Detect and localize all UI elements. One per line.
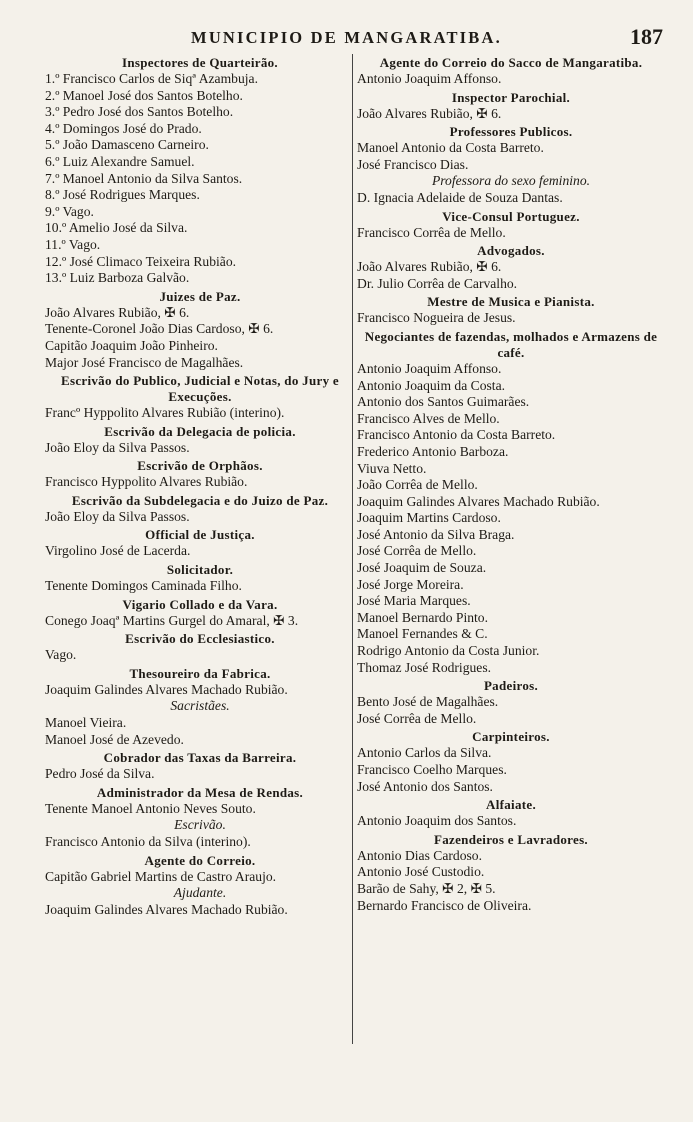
entry-line: Manoel Vieira. <box>45 715 127 731</box>
entry-line: Vago. <box>45 647 77 663</box>
section-heading: Escrivão da Subdelegacia e do Juizo de Paz. <box>71 492 329 508</box>
entry-line: 4.º Domingos José do Prado. <box>45 120 202 136</box>
entry-line: Francisco Antonio da Costa Barreto. <box>357 427 556 443</box>
entry-line: Tenente Manoel Antonio Neves Souto. <box>45 800 256 816</box>
entry-line: Antonio Dias Cardoso. <box>357 847 482 863</box>
section-heading: Padeiros. <box>483 678 539 694</box>
entry-line: Antonio Joaquim Affonso. <box>357 71 502 86</box>
entry-line: Francisco Corrêa de Mello. <box>357 224 506 240</box>
entry-line: João Corrêa de Mello. <box>357 477 478 493</box>
section-heading: Inspectores de Quarteirão. <box>122 55 278 70</box>
entry-line: 7.º Manoel Antonio da Silva Santos. <box>45 170 243 186</box>
entry-line: José Jorge Moreira. <box>357 576 464 592</box>
section-heading: Agente do Correio. <box>144 852 256 868</box>
entry-line: Francisco Nogueira de Jesus. <box>357 310 516 326</box>
section-heading: Cobrador das Taxas da Barreira. <box>103 750 297 766</box>
entry-line: Francisco Coelho Marques. <box>357 762 507 777</box>
section-heading: Thesoureiro da Fabrica. <box>129 665 271 681</box>
section-heading: Agente do Correio do Sacco de Mangaratiba. <box>379 55 643 70</box>
section-heading: Vice-Consul Portuguez. <box>442 208 580 224</box>
entry-line: Rodrigo Antonio da Costa Junior. <box>357 643 540 659</box>
section-heading: Escrivão de Orphãos. <box>137 458 263 474</box>
entry-line: João Alvares Rubião, ✠ 6. <box>45 304 190 320</box>
entry-line: Major José Francisco de Magalhães. <box>45 354 244 370</box>
entry-line: 12.º José Climaco Teixeira Rubião. <box>45 253 237 269</box>
section-heading: Official de Justiça. <box>145 527 255 543</box>
sub-heading: Sacristães. <box>170 698 230 714</box>
entry-line: João Alvares Rubião, ✠ 6. <box>357 105 502 121</box>
page-header <box>0 24 693 56</box>
left-column <box>45 53 355 918</box>
sub-heading: Professora do sexo feminino. <box>431 173 591 189</box>
entry-line: Tenente-Coronel João Dias Cardoso, ✠ 6. <box>45 321 274 337</box>
entry-line: Barão de Sahy, ✠ 2, ✠ 5. <box>357 880 496 896</box>
entry-line: Bernardo Francisco de Oliveira. <box>357 897 532 913</box>
entry-line: D. Ignacia Adelaide de Souza Dantas. <box>357 189 563 205</box>
entry-line: Conego Joaqª Martins Gurgel do Amaral, ✠ 3. <box>45 612 299 628</box>
entry-line: José Joaquim de Souza. <box>357 560 487 576</box>
entry-line: Manoel José de Azevedo. <box>45 731 184 747</box>
entry-line: Antonio Joaquim da Costa. <box>357 377 506 393</box>
section-heading: Vigario Collado e da Vara. <box>122 596 278 612</box>
entry-line: Joaquim Galindes Alvares Machado Rubião. <box>45 901 288 917</box>
entry-line: Antonio Carlos da Silva. <box>357 745 492 761</box>
entry-line: 13.º Luiz Barboza Galvão. <box>45 270 190 286</box>
right-column <box>357 53 665 914</box>
entry-line: Francisco Antonio da Silva (interino). <box>45 834 251 849</box>
entry-line: Dr. Julio Corrêa de Carvalho. <box>357 275 518 291</box>
entry-line: Joaquim Galindes Alvares Machado Rubião. <box>357 493 600 509</box>
section-heading: Fazendeiros e Lavradores. <box>434 831 588 847</box>
section-heading: Solicitador. <box>166 562 234 578</box>
section-heading: Professores Publicos. <box>449 124 573 140</box>
entry-line: Francisco Hyppolito Alvares Rubião. <box>45 474 248 490</box>
entry-line: 11.º Vago. <box>45 236 101 252</box>
section-heading: Advogados. <box>477 243 545 259</box>
entry-line: 9.º Vago. <box>45 203 94 219</box>
entry-line: José Maria Marques. <box>357 593 471 609</box>
entry-line: José Corrêa de Mello. <box>357 710 477 726</box>
entry-line: Manoel Fernandes & C. <box>357 626 488 642</box>
section-heading: Escrivão da Delegacia de policia. <box>104 423 296 439</box>
entry-line: João Eloy da Silva Passos. <box>45 439 190 455</box>
entry-line: Pedro José da Silva. <box>45 766 155 782</box>
entry-line: João Eloy da Silva Passos. <box>45 508 190 524</box>
entry-line: 10.º Amelio José da Silva. <box>45 220 188 236</box>
section-heading: Carpinteiros. <box>472 729 550 745</box>
entry-line: Manoel Antonio da Costa Barreto. <box>357 140 544 156</box>
entry-line: 1.º Francisco Carlos de Siqª Azambuja. <box>45 71 258 86</box>
section-heading: Alfaiate. <box>486 797 536 813</box>
entry-line: 5.º João Damasceno Carneiro. <box>45 137 209 153</box>
entry-line: Antonio dos Santos Guimarães. <box>357 394 530 410</box>
section-heading: Administrador da Mesa de Rendas. <box>96 784 304 800</box>
section-heading: Juizes de Paz. <box>159 288 241 304</box>
entry-line: Viuva Netto. <box>357 460 427 476</box>
entry-line: João Alvares Rubião, ✠ 6. <box>357 259 502 275</box>
section-heading: Escrivão do Ecclesiastico. <box>125 631 275 647</box>
entry-line: Antonio José Custodio. <box>357 864 485 880</box>
sub-heading: Ajudante. <box>173 885 227 901</box>
entry-line: Manoel Bernardo Pinto. <box>357 609 489 625</box>
section-heading: Mestre de Musica e Pianista. <box>427 294 595 310</box>
entry-line: Capitão Gabriel Martins de Castro Araujo. <box>45 868 277 884</box>
sub-heading: Escrivão. <box>174 817 226 833</box>
entry-line: Virgolino José de Lacerda. <box>45 543 191 559</box>
entry-line: Tenente Domingos Caminada Filho. <box>45 578 242 594</box>
section-heading: Negociantes de fazendas, molhados e Armazens de café. <box>364 328 658 360</box>
entry-line: José Antonio dos Santos. <box>357 778 493 794</box>
entry-line: 6.º Luiz Alexandre Samuel. <box>45 153 195 169</box>
entry-line: Thomaz José Rodrigues. <box>357 659 492 675</box>
entry-line: José Francisco Dias. <box>357 156 469 172</box>
entry-line: Frederico Antonio Barboza. <box>357 443 509 459</box>
entry-line: Bento José de Magalhães. <box>357 694 499 710</box>
entry-line: Joaquim Martins Cardoso. <box>357 510 501 526</box>
page-number: 187 <box>630 24 663 49</box>
entry-line: Antonio Joaquim Affonso. <box>357 360 502 376</box>
column-divider <box>352 54 353 1044</box>
entry-line: Francisco Alves de Mello. <box>357 410 500 426</box>
entry-line: 2.º Manoel José dos Santos Botelho. <box>45 87 243 103</box>
entry-line: Joaquim Galindes Alvares Machado Rubião. <box>45 681 288 697</box>
entry-line: 3.º Pedro José dos Santos Botelho. <box>45 104 234 120</box>
entry-line: Capitão Joaquim João Pinheiro. <box>45 337 218 353</box>
entry-line: Antonio Joaquim dos Santos. <box>357 813 517 829</box>
section-heading: Inspector Parochial. <box>451 89 571 105</box>
entry-line: Francº Hyppolito Alvares Rubião (interino). <box>45 405 285 421</box>
section-heading: Escrivão do Publico, Judicial e Notas, do Jury e Execuções. <box>60 373 340 405</box>
entry-line: José Antonio da Silva Braga. <box>357 526 515 542</box>
entry-line: 8.º José Rodrigues Marques. <box>45 187 200 203</box>
page-title: MUNICIPIO DE MANGARATIBA. <box>191 28 502 47</box>
entry-line: José Corrêa de Mello. <box>357 543 477 559</box>
